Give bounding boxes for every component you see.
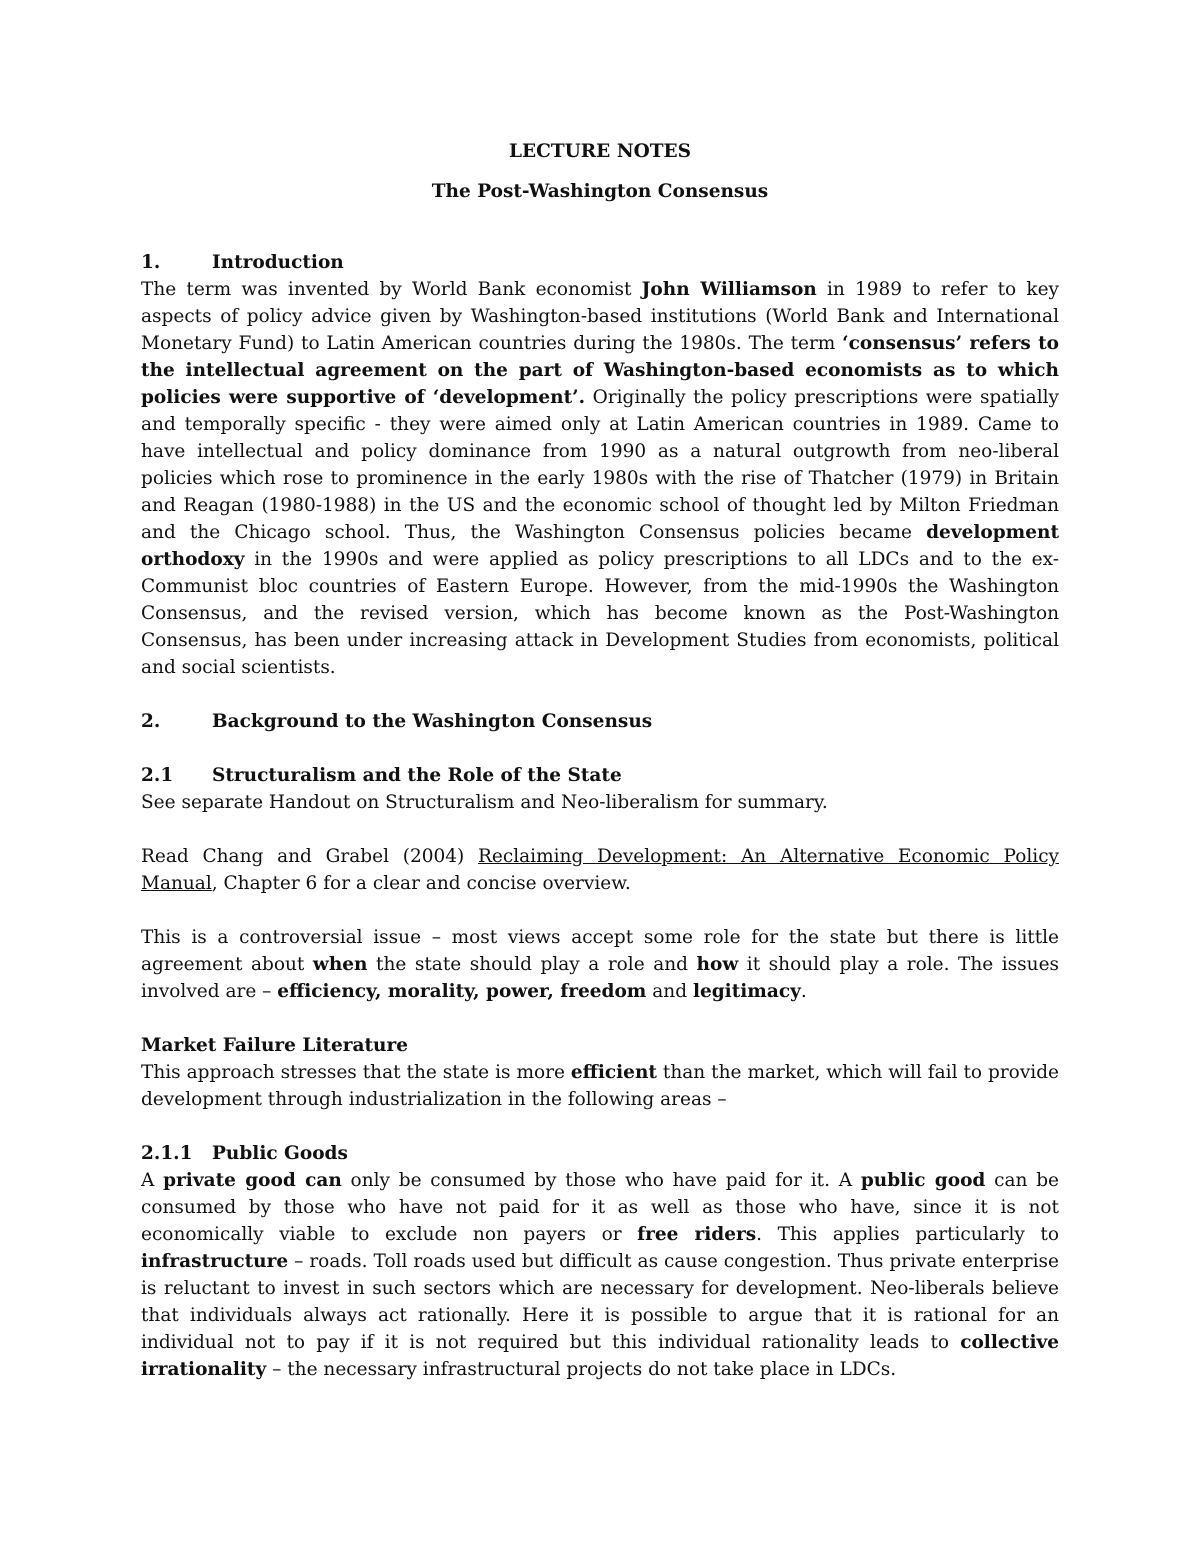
section-number: 2.1: [141, 765, 174, 786]
bold-run: how: [696, 954, 739, 975]
section-number: 1.: [141, 252, 161, 273]
text-run: only be consumed by those who have paid for it. A: [341, 1170, 861, 1191]
text-run: than the market, which will fail to provide development through industrialization in the following areas –: [141, 1062, 1059, 1110]
paragraph-controversy: [141, 924, 1059, 1005]
subheading-market-failure: [141, 1032, 1059, 1059]
bold-run: infrastructure: [141, 1251, 289, 1272]
text-run: and: [646, 981, 693, 1002]
bold-run: John Williamson: [641, 279, 817, 300]
section-heading-structuralism: [141, 762, 1059, 789]
paragraph-public-goods: [141, 1167, 1059, 1383]
bold-run: free riders: [637, 1224, 757, 1245]
section-title: Introduction: [212, 252, 344, 273]
paragraph-market-failure: [141, 1059, 1059, 1113]
bold-run: collective irrationality: [141, 1332, 1059, 1380]
bold-run: development orthodoxy: [141, 522, 1059, 570]
text-run: .: [800, 981, 807, 1002]
section-number: 2.1.1: [141, 1143, 193, 1164]
text-run: the state should play a role and: [367, 954, 697, 975]
section-number: 2.: [141, 711, 161, 732]
bold-run: legitimacy: [692, 981, 801, 1002]
text-run: The term was invented by World Bank economist: [141, 279, 642, 300]
text-run: Read Chang and Grabel (2004): [141, 846, 478, 867]
text-run: it should play a role. The issues involved are –: [141, 954, 1060, 1002]
bold-run: efficiency, morality, power, freedom: [277, 981, 647, 1002]
bold-run: efficient: [570, 1062, 657, 1083]
text-run: , Chapter 6 for a clear and concise overview.: [211, 873, 631, 894]
section-title: Market Failure Literature: [141, 1035, 408, 1056]
bold-run: private good can: [163, 1170, 342, 1191]
section-heading-background: [141, 708, 1059, 735]
text-run: Originally the policy prescriptions were spatially and temporally specific - they were aimed only at Latin American countries in 1989. Came to have intellectual and policy dominance from 1990 as a natural outgrowth from neo-liberal policies which rose to prominence in the early 1980s with the rise of Thatcher (1979) in Britain and Reagan (1980-1988) in the US and the economic school of thought led by Milton Friedman and the Chicago school. Thus, the Washington Consensus policies became: [141, 387, 1059, 543]
text-run: in 1989 to refer to key aspects of policy advice given by Washington-based institutions (World Bank and International Monetary Fund) to Latin American countries during the 1980s. The term: [141, 279, 1059, 354]
bold-run: public good: [860, 1170, 986, 1191]
document-subtitle: The Post-Washington Consensus: [431, 181, 769, 202]
text-run: – roads. Toll roads used but difficult as cause congestion. Thus private enterprise is reluctant to invest in such sectors which are necessary for development. Neo-liberals believe that individuals always act rationally. Here it is possible to argue that it is rational for an individual not to pay if it is not required but this individual rationality leads to: [141, 1251, 1059, 1353]
text-run: in the 1990s and were applied as policy prescriptions to all LDCs and to the ex-Communist bloc countries of Eastern Europe. However, from the mid-1990s the Washington Consensus, and the revised version, which has become known as the Post-Washington Consensus, has been under increasing attack in Development Studies from economists, political and social scientists.: [141, 549, 1059, 678]
paragraph-introduction: [141, 276, 1059, 681]
document-title: LECTURE NOTES: [509, 141, 691, 162]
section-title: Background to the Washington Consensus: [212, 711, 653, 732]
section-heading-introduction: [141, 249, 1059, 276]
section-heading-public-goods: [141, 1140, 1059, 1167]
text-run: – the necessary infrastructural projects do not take place in LDCs.: [266, 1359, 897, 1380]
paragraph-handout: See separate Handout on Structuralism and Neo-liberalism for summary.: [141, 792, 828, 813]
text-run: A: [141, 1170, 164, 1191]
text-run: can be consumed by those who have not paid for it as well as those who have, since it is not economically viable to exclude non payers or: [141, 1170, 1059, 1245]
section-title: Structuralism and the Role of the State: [212, 765, 622, 786]
section-title: Public Goods: [212, 1143, 348, 1164]
document-page: [141, 138, 1059, 1383]
text-run: This is a controversial issue – most views accept some role for the state but there is little agreement about: [141, 927, 1059, 975]
text-run: This approach stresses that the state is more: [141, 1062, 571, 1083]
book-title: Reclaiming Development: An Alternative Economic Policy Manual: [141, 846, 1060, 894]
text-run: . This applies particularly to: [756, 1224, 1059, 1245]
bold-run: when: [312, 954, 368, 975]
paragraph-reading: [141, 843, 1059, 897]
bold-run: ‘consensus’ refers to the intellectual agreement on the part of Washington-based economists as to which policies were supportive of ‘development’.: [141, 333, 1060, 408]
